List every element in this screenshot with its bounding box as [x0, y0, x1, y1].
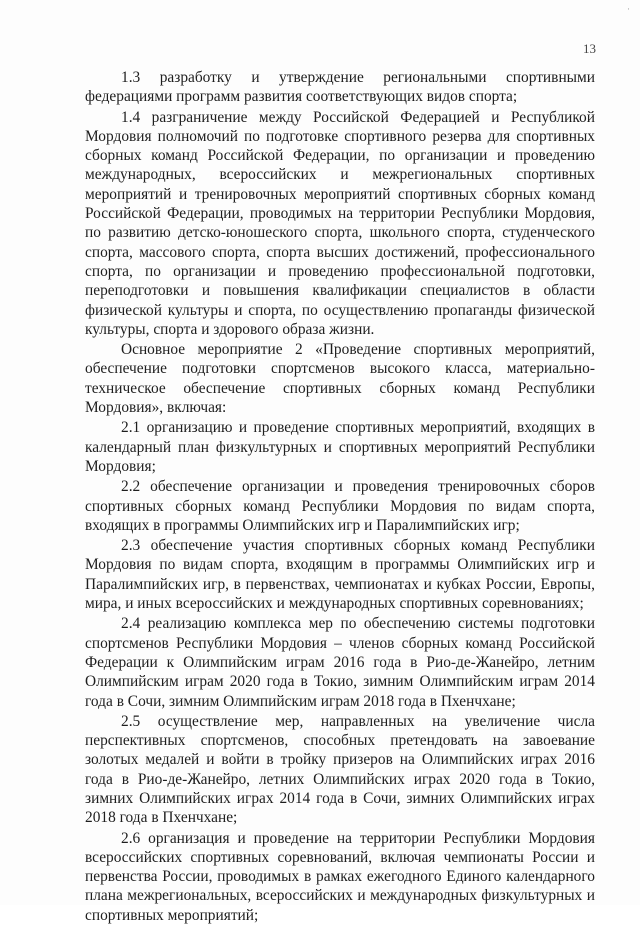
paragraph-2-5: 2.5 осуществление мер, направленных на увеличение числа перспективных спортсменов, способных претендовать на завоевание золотых медалей и войти в тройку призеров на Олимпийских играх 2016 года в Рио-де-Жанейро, летних Олимпийских играх 2020 года в Токио, зимних Олимпийских играх 2014 года в Сочи, зимних Олимпийских играх 2018 года в Пхенчхане;	[85, 712, 595, 827]
document-body	[85, 68, 595, 925]
paragraph-2-1: 2.1 организацию и проведение спортивных мероприятий, входящих в календарный план физкультурных и спортивных мероприятий Республики Мордовия;	[85, 419, 595, 475]
paragraph-1-3: 1.3 разработку и утверждение региональными спортивными федерациями программ развития соответствующих видов спорта;	[85, 69, 595, 106]
page-number: 13	[583, 41, 596, 56]
paragraph-2-2: 2.2 обеспечение организации и проведения тренировочных сборов спортивных сборных команд Республики Мордовия по видам спорта, входящих в программы Олимпийских игр и Паралимпийских игр;	[85, 478, 595, 534]
paragraph-main-activity-2: Основное мероприятие 2 «Проведение спортивных мероприятий, обеспечение подготовки спортсменов высокого класса, материально-техническое обеспечение спортивных сборных команд Республики Мордовия», включая:	[85, 341, 595, 417]
paragraph-2-3: 2.3 обеспечение участия спортивных сборных команд Республики Мордовия по видам спорта, входящим в программы Олимпийских игр и Паралимпийских игр, в первенствах, чемпионатах и кубках России, Европы, мира, и иных всероссийских и международных спортивных соревнованиях;	[85, 537, 595, 613]
scan-corner-mark: ·	[627, 4, 630, 14]
paragraph-2-4: 2.4 реализацию комплекса мер по обеспечению системы подготовки спортсменов Республики Мордовия – членов сборных команд Российской Федерации к Олимпийским играм 2016 года в Рио-де-Жанейро, летним Олимпийским играм 2020 года в Токио, зимним Олимпийским играм 2014 года в Сочи, зимним Олимпийским играм 2018 года в Пхенчхане;	[85, 615, 595, 710]
paragraph-2-6: 2.6 организация и проведение на территории Республики Мордовия всероссийских спортивных соревнований, включая чемпионаты России и первенства России, проводимых в рамках ежегодного Единого календарного плана межрегиональных, всероссийских и международных физкультурных и спортивных мероприятий;	[85, 829, 595, 924]
paragraph-1-4: 1.4 разграничение между Российской Федерацией и Республикой Мордовия полномочий по подготовке спортивного резерва для спортивных сборных команд Российской Федерации, по организации и проведению международных, всероссийских и межрегиональных спортивных мероприятий и тренировочных мероприятий спортивных сборных команд Российской Федерации, проводимых на территории Республики Мордовия, по развитию детско-юношеского спорта, школьного спорта, студенческого спорта, массового спорта, спорта высших достижений, профессионального спорта, по организации и проведению профессиональной подготовки, переподготовки и повышения квалификации специалистов в области физической культуры и спорта, по осуществлению пропаганды физической культуры, спорта и здорового образа жизни.	[85, 108, 595, 338]
